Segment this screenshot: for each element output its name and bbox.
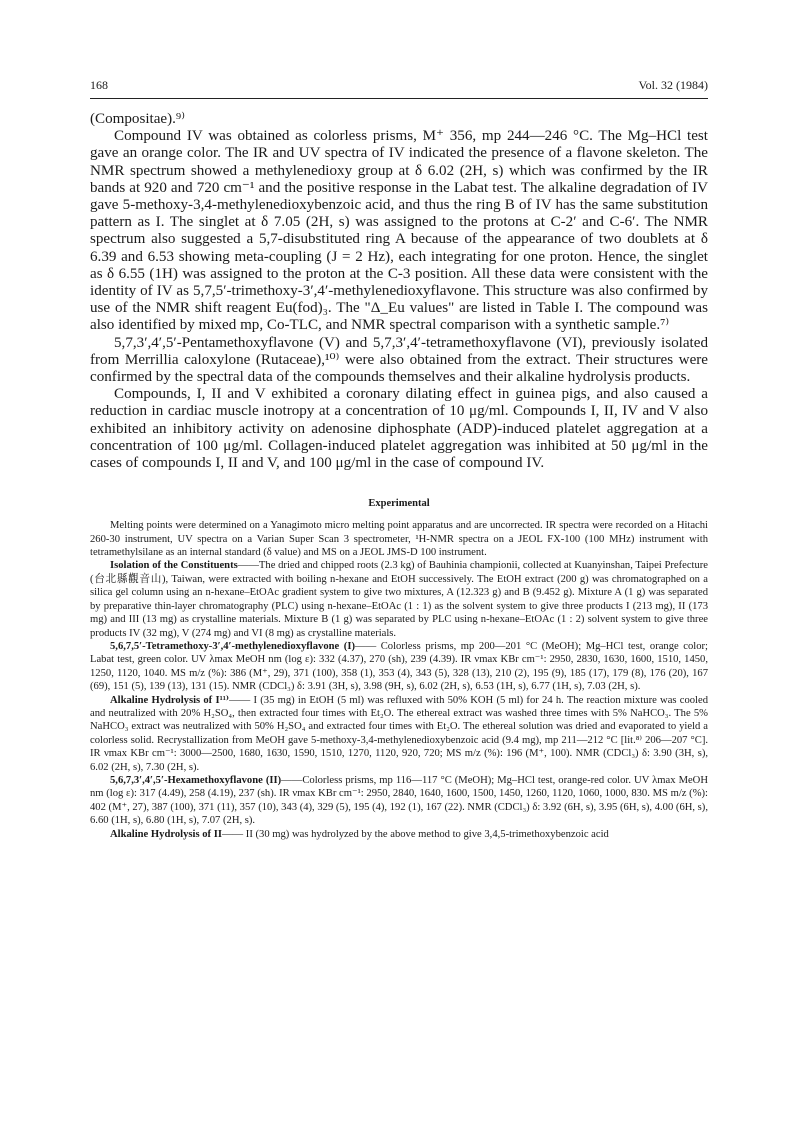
paragraph-text: —— II (30 mg) was hydrolyzed by the above method to give 3,4,5-trimethoxybenzoic acid xyxy=(221,828,609,840)
paragraph-heading: 5,6,7,3′,4′,5′-Hexamethoxyflavone (II) xyxy=(110,774,282,786)
paragraph: 5,7,3′,4′,5′-Pentamethoxyflavone (V) and 5,7,3′,4′-tetramethoxyflavone (VI), previously isolated from Merrillia caloxylone (Rutaceae),¹⁰⁾ were also obtained from the extract. Their structures were confirmed by the spectral data of the compounds themselves and their alkaline hydrolysis products. xyxy=(90,334,708,386)
experimental-section xyxy=(90,519,708,841)
running-header xyxy=(90,78,708,99)
paragraph-text: —— Colorless prisms, mp 200—201 °C (MeOH); Mg–HCl test, orange color; Labat test, green color. UV λmax MeOH nm (log ε): 332 (4.37), 270 (sh), 239 (4.39). IR νmax KBr cm⁻¹: 2950, 2830, 1630, 1600, 1510, 1450, 1250, 1120, 1040. MS m/z (%): 386 (M⁺, 29), 371 (100), 358 (1), 353 (4), 343 (5), 328 (13), 210 (2), 195 (9), 185 (17), 179 (8), 176 (20), 167 (69), 151 (5), 139 (13), 131 (15). NMR (CDCl₃) δ: 3.91 (3H, s), 3.98 (9H, s), 6.02 (2H, s), 6.53 (1H, s), 6.77 (1H, s), 7.03 (2H, s). xyxy=(90,640,708,693)
journal-page xyxy=(90,78,708,841)
paragraph: Compounds, I, II and V exhibited a coronary dilating effect in guinea pigs, and also caused a reduction in cardiac muscle inotropy at a concentration of 10 μg/ml. Compounds I, II, IV and V also exhibited an inhibitory activity on adenosine diphosphate (ADP)-induced platelet aggregation at a concentration of 100 μg/ml. Collagen-induced platelet aggregation was inhibited at 50 μg/ml in the cases of compounds I, II and V, and 100 μg/ml in the case of compound IV. xyxy=(90,386,708,472)
paragraph xyxy=(90,828,708,841)
page-number: 168 xyxy=(90,78,108,92)
paragraph xyxy=(90,640,708,694)
paragraph xyxy=(90,774,708,828)
volume-label: Vol. 32 (1984) xyxy=(638,78,708,92)
paragraph xyxy=(90,559,708,639)
main-text xyxy=(90,111,708,472)
paragraph: Melting points were determined on a Yanagimoto micro melting point apparatus and are uncorrected. IR spectra were recorded on a Hitachi 260-30 instrument, UV spectra on a Varian Super Scan 3 spectrometer, ¹H-NMR spectra on a JEOL FX-100 (100 MHz) instrument with tetramethylsilane as an internal standard (δ value) and MS on a JEOL JMS-D 100 instrument. xyxy=(90,520,708,559)
section-title: Experimental xyxy=(368,498,430,510)
paragraph-heading: 5,6,7,5′-Tetramethoxy-3′,4′-methylenedioxyflavone (I) xyxy=(110,640,355,652)
paragraph-heading: Isolation of the Constituents xyxy=(110,560,238,572)
paragraph-text: ——The dried and chipped roots (2.3 kg) of Bauhinia championii, collected at Kuanyinshan, Taipei Prefecture (台北縣觀音山), Taiwan, were extracted with boiling n-hexane and EtOH successively. The EtOH extract (200 g) was chromatographed on a silica gel column using an n-hexane–EtOAc gradient system to give two mixtures, A (12.323 g) and B (9.452 g). Mixture A (1 g) was separated by preparative thin-layer chromatography (PLC) using n-hexane–EtOAc (1 : 1) as the solvent system to give three products I (213 mg), II (173 mg) and III (13 mg) as crystalline materials. Mixture B (1 g) was separated by PLC using n-hexane–EtOAc (1 : 2) solvent system to give three products IV (32 mg), V (274 mg) and VI (8 mg) as crystalline materials. xyxy=(90,560,708,639)
paragraph xyxy=(90,694,708,774)
paragraph-text: —— I (35 mg) in EtOH (5 ml) was refluxed with 50% KOH (5 ml) for 24 h. The reaction mixture was cooled and neutralized with 20% H₂SO₄, then extracted four times with Et₂O. The ethereal extract was washed three times with 5% NaHCO₃. The 5% NaHCO₃ extract was neutralized with 50% H₂SO₄ and extracted four times with Et₂O. The ethereal solution was dried and evaporated to yield a colorless solid. Recrystallization from MeOH gave 5-methoxy-3,4-methylenedioxybenzoic acid (9.4 mg), mp 211—212 °C [lit.⁸⁾ 206—207 °C]. IR νmax KBr cm⁻¹: 3000—2500, 1680, 1630, 1590, 1510, 1270, 1120, 920, 720; MS m/z (%): 196 (M⁺, 100). NMR (CDCl₃) δ: 3.90 (3H, s), 6.02 (2H, s), 7.30 (2H, s). xyxy=(90,694,708,773)
paragraph: (Compositae).⁹⁾ xyxy=(90,111,185,127)
paragraph-heading: Alkaline Hydrolysis of I¹¹⁾ xyxy=(110,694,230,706)
paragraph-heading: Alkaline Hydrolysis of II xyxy=(110,828,222,840)
paragraph-text: ——Colorless prisms, mp 116—117 °C (MeOH); Mg–HCl test, orange-red color. UV λmax MeOH nm (log ε): 317 (4.49), 258 (4.19), 237 (sh). IR νmax KBr cm⁻¹: 2950, 2840, 1640, 1600, 1500, 1450, 1260, 1120, 1060, 1000, 830. MS m/z (%): 402 (M⁺, 27), 387 (100), 371 (11), 357 (10), 343 (4), 329 (5), 195 (4), 192 (1), 167 (22). NMR (CDCl₃) δ: 3.92 (6H, s), 3.95 (6H, s), 4.00 (6H, s), 6.60 (1H, s), 6.80 (1H, s), 7.07 (2H, s). xyxy=(90,774,708,827)
paragraph: Compound IV was obtained as colorless prisms, M⁺ 356, mp 244—246 °C. The Mg–HCl test gave an orange color. The IR and UV spectra of IV indicated the presence of a flavone skeleton. The NMR spectrum showed a methylenedioxy group at δ 6.02 (2H, s) which was confirmed by the IR bands at 920 and 720 cm⁻¹ and the positive response in the Labat test. The alkaline degradation of IV gave 5-methoxy-3,4-methylenedioxybenzoic acid, and thus the ring B of IV has the same substitution pattern as I. The singlet at δ 7.05 (2H, s) was assigned to the protons at C-2′ and C-6′. The NMR spectrum also suggested a 5,7-disubstituted ring A because of the appearance of two doublets at δ 6.39 and 6.53 showing meta-coupling (J = 2 Hz), each integrating for one proton. Hence, the singlet as δ 6.55 (1H) was assigned to the proton at the C-3 position. All these data were consistent with the identity of IV as 5,7,5′-trimethoxy-3′,4′-methylenedioxyflavone. This structure was also confirmed by use of the NMR shift reagent Eu(fod)₃. The "Δ_Eu values" are listed in Table I. The compound was also identified by mixed mp, Co-TLC, and NMR spectral comparison with a synthetic sample.⁷⁾ xyxy=(90,128,708,334)
